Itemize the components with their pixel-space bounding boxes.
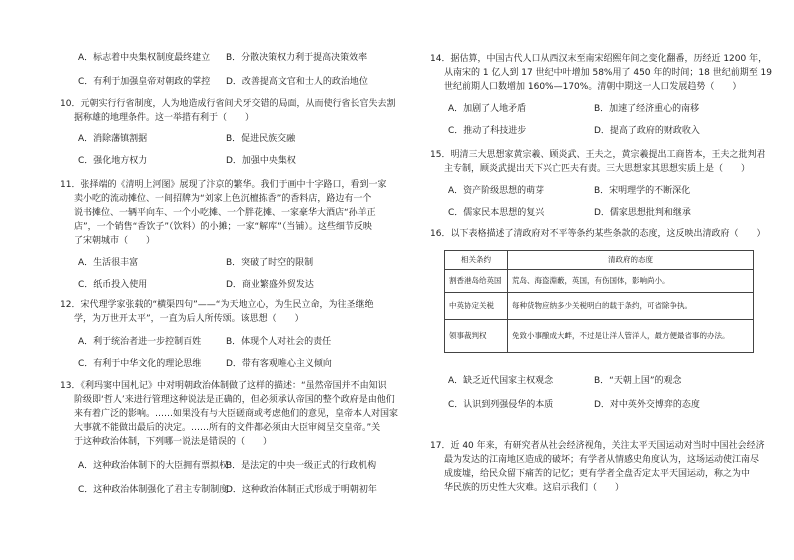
q16-option-b[interactable]: B．“天朝上国”的观念 — [594, 376, 682, 386]
q14-text-line: 世纪前期人口数增加 160%—170%。清朝中期这一人口发展趋势（ ） — [444, 82, 742, 92]
q14-option-a[interactable]: A．加剧了人地矛盾 — [448, 104, 527, 114]
q15-option-d[interactable]: D．儒家思想批判和继承 — [594, 208, 691, 218]
table-row — [445, 293, 754, 320]
q16-table — [444, 250, 754, 353]
q15-text-line: 主专制，顾炎武提出天下兴亡匹夫有责。三大思想家其思想实质上是（ ） — [444, 164, 751, 174]
q13-text-line: 13．《利玛窦中国札记》中对明朝政治体制做了这样的描述：“虽然帝国并不由知识 — [60, 381, 387, 391]
table-row — [445, 270, 754, 293]
q17-text-line: 华民族的历史性大灾难。这启示我们（ ） — [444, 483, 625, 493]
q9-option-a[interactable]: A．标志着中央集权制度最终建立 — [78, 53, 211, 63]
q16-option-c[interactable]: C．认识到列强侵华的本质 — [448, 400, 554, 410]
q10-option-d[interactable]: D．加强中央集权 — [226, 156, 296, 166]
q14-text-line: 14．据估算，中国古代人口从西汉末至南宋绍熙年间之变化翻番，历经近 1200 年， — [430, 54, 768, 64]
q13-text-line: 于这种政治体制，下列哪一说法是错误的（ ） — [74, 437, 273, 447]
q14-option-b[interactable]: B．加速了经济重心的南移 — [594, 104, 700, 114]
q13-option-a[interactable]: A．这种政治体制下的大臣拥有票拟权 — [78, 461, 229, 471]
q12-text-line: 12．宋代理学家张载的“横渠四句”——“为天地立心，为生民立命，为往圣继绝 — [60, 300, 374, 310]
q11-option-c[interactable]: C．纸币投入使用 — [78, 280, 148, 290]
q11-text-line: 11．张择端的《清明上河图》展现了汴京的繁华。我们于画中十字路口，看到一家 — [60, 180, 387, 190]
q14-text-line: 从南宋的 1 亿人到 17 世纪中叶增加 58%用了 450 年的时间；18 世纪前期至 19 — [444, 68, 773, 78]
q10-option-b[interactable]: B．促进民族交融 — [226, 134, 296, 144]
q12-option-d[interactable]: D．带有客观唯心主义倾向 — [226, 359, 332, 369]
q9-option-c[interactable]: C．有利于加强皇帝对朝政的掌控 — [78, 77, 211, 87]
q11-text-line: 店”，一个销售“香饮子”（饮料）的小摊；一家“解库”（当铺）。这些细节反映 — [74, 222, 372, 232]
q15-option-b[interactable]: B．宋明理学的不断深化 — [594, 186, 691, 196]
q13-text-line: 来有着广泛的影响。……如果没有与大臣磋商或考虑他们的意见，皇帝本人对国家 — [74, 409, 399, 419]
q11-option-b[interactable]: B．突破了时空的限制 — [226, 258, 314, 268]
q16-option-a[interactable]: A．缺乏近代国家主权观念 — [448, 376, 554, 386]
q12-text-line: 学，为万世开太平”，一直为后人所传颂。该思想（ ） — [74, 314, 304, 324]
q9-option-b[interactable]: B．分散决策权力利于提高决策效率 — [226, 53, 368, 63]
q11-text-line: 卖小吃的流动摊位、一间招牌为“刘家上色沉檀拣香”的香料店，路边有一个 — [74, 194, 372, 204]
q11-text-line: 说书摊位、一辆平向车、一个小吃摊、一个胖花摊、一家豪华大酒店“孙羊正 — [74, 208, 376, 218]
q11-option-d[interactable]: D．商业繁盛外贸发达 — [226, 280, 314, 290]
q15-text-line: 15．明清三大思想家黄宗羲、顾炎武、王夫之，黄宗羲提出工商皆本，王夫之批判君 — [430, 150, 766, 160]
q12-option-c[interactable]: C．有利于中华文化的理论思维 — [78, 359, 202, 369]
q14-option-d[interactable]: D．提高了政府的财政收入 — [594, 126, 700, 136]
q12-option-a[interactable]: A．利于统治者进一步控制百姓 — [78, 337, 202, 347]
q10-option-c[interactable]: C．强化地方权力 — [78, 156, 148, 166]
q13-text-line: 阶级即‘哲人’来进行管理这种说法是正确的，但必须承认帝国的整个政府是由他们 — [74, 395, 395, 405]
table-row — [445, 320, 754, 353]
q11-text-line: 了宋朝城市（ ） — [74, 236, 156, 246]
table-cell: 荒岛、海盗淵藪，英国，有伤国体，影响尚小。 — [508, 270, 754, 293]
q16-option-d[interactable]: D．对中英外交博弈的态度 — [594, 400, 700, 410]
table-header-row — [445, 251, 754, 270]
table-cell: 割香港岛给英国 — [445, 270, 508, 293]
q17-text-line: 最为发达的江南地区造成的破坏；有学者从情感史角度认为，这场运动使江南尽 — [444, 455, 760, 465]
q13-text-line: 大事就不能做出最后的决定。……所有的文件都必须由大臣审阅呈交皇帝。”关 — [74, 423, 381, 433]
q11-option-a[interactable]: A．生活很丰富 — [78, 258, 139, 268]
q10-text-line: 10．元朝实行行省制度，人为地造成行省间犬牙交错的局面，从而使行省长官失去割 — [60, 99, 396, 109]
table-cell: 每种货物应纳多少关税明白的载于条约，可省除争执。 — [508, 293, 754, 320]
table-cell: 免致小事酿成大衅，不过是让洋人管洋人，最方便最省事的办法。 — [508, 320, 754, 353]
q15-option-a[interactable]: A．资产阶级思想的萌芽 — [448, 186, 545, 196]
q17-text-line: 成废墟，给民众留下痛苦的记忆；更有学者全盘否定太平天国运动，称之为中 — [444, 469, 751, 479]
right-column — [430, 0, 773, 560]
q10-option-a[interactable]: A．消除藩镇割据 — [78, 134, 148, 144]
q16-text-line: 16．以下表格描述了清政府对不平等条约某些条款的态度，这反映出清政府（ ） — [430, 229, 766, 239]
q10-text-line: 据称雄的地理条件。这一举措有利于（ ） — [74, 113, 255, 123]
q12-option-b[interactable]: B．体现个人对社会的责任 — [226, 337, 332, 347]
q17-text-line: 17．近 40 年来，有研究者从社会经济视角，关注太平天国运动对当时中国社会经济 — [430, 441, 765, 451]
table-header-cell: 相关条约 — [445, 251, 508, 270]
q13-option-d[interactable]: D．这种政治体制正式形成于明朝初年 — [226, 485, 377, 495]
table-cell: 领事裁判权 — [445, 320, 508, 353]
q14-option-c[interactable]: C．推动了科技进步 — [448, 126, 527, 136]
table-cell: 中英协定关税 — [445, 293, 508, 320]
left-column — [60, 0, 410, 560]
q13-option-b[interactable]: B．是法定的中央一级正式的行政机构 — [226, 461, 377, 471]
q9-option-d[interactable]: D．改善提高文官和士人的政治地位 — [226, 77, 368, 87]
q13-option-c[interactable]: C．这种政治体制强化了君主专制制度 — [78, 485, 229, 495]
q15-option-c[interactable]: C．儒家民本思想的复兴 — [448, 208, 545, 218]
table-header-cell: 清政府的态度 — [508, 251, 754, 270]
